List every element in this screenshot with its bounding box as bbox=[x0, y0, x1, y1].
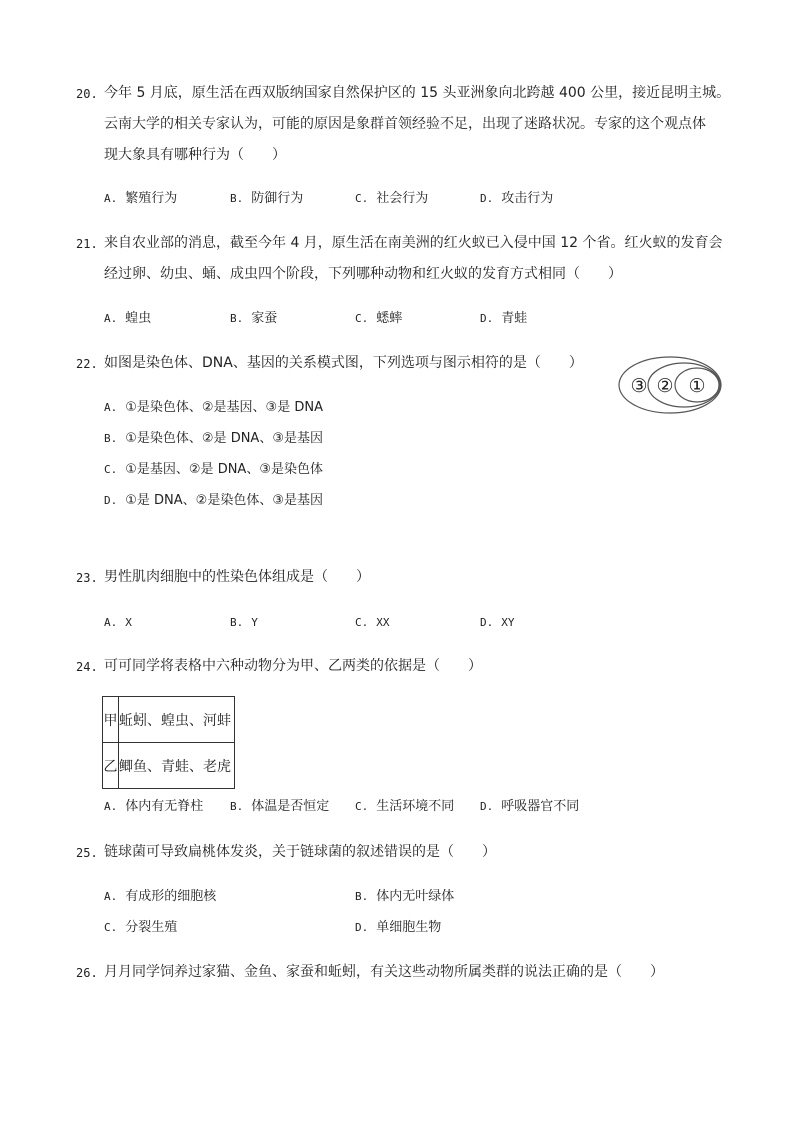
question-number: 24. bbox=[76, 660, 98, 674]
option-d: D. 单细胞生物 bbox=[355, 920, 442, 935]
question-text-line: 如图是染色体、DNA、基因的关系模式图，下列选项与图示相符的是（ ） bbox=[104, 355, 583, 371]
label-3: ③ bbox=[630, 375, 648, 397]
chromosome-dna-gene-diagram bbox=[618, 355, 723, 415]
option-b: B. Y bbox=[230, 616, 258, 629]
option-d: D. 攻击行为 bbox=[480, 191, 554, 206]
option-b: B. 体温是否恒定 bbox=[230, 799, 330, 814]
question-number: 20. bbox=[76, 87, 98, 101]
option-c: C. XX bbox=[355, 616, 390, 629]
option-a: A. 体内有无脊柱 bbox=[104, 799, 204, 814]
animal-classification-table bbox=[102, 696, 235, 789]
option-c: C. 社会行为 bbox=[355, 191, 429, 206]
option-a: A. 繁殖行为 bbox=[104, 191, 178, 206]
option-b: B. 防御行为 bbox=[230, 191, 304, 206]
question-text-line: 今年 5 月底，原生活在西双版纳国家自然保护区的 15 头亚洲象向北跨越 400 公里，接近昆明主城。 bbox=[104, 85, 731, 101]
option-c: C. 蟋蟀 bbox=[355, 311, 403, 326]
question-text-line: 链球菌可导致扁桃体发炎，关于链球菌的叙述错误的是（ ） bbox=[104, 844, 496, 860]
option-d: D. XY bbox=[480, 616, 515, 629]
animals-cell: 蚯蚓、蝗虫、河蚌 bbox=[119, 697, 235, 743]
option-c: C. ①是基因、②是 DNA、③是染色体 bbox=[104, 462, 323, 477]
question-number: 26. bbox=[76, 966, 98, 980]
option-a: A. X bbox=[104, 616, 132, 629]
label-2: ② bbox=[656, 375, 674, 397]
question-text-line: 云南大学的相关专家认为，可能的原因是象群首领经验不足，出现了迷路状况。专家的这个观点体 bbox=[104, 116, 706, 132]
table-row bbox=[103, 743, 235, 789]
option-c: C. 生活环境不同 bbox=[355, 799, 455, 814]
question-number: 25. bbox=[76, 846, 98, 860]
option-b: B. 家蚕 bbox=[230, 311, 278, 326]
question-text-line: 可可同学将表格中六种动物分为甲、乙两类的依据是（ ） bbox=[104, 658, 482, 674]
question-text-line: 男性肌肉细胞中的性染色体组成是（ ） bbox=[104, 569, 370, 585]
option-a: A. ①是染色体、②是基因、③是 DNA bbox=[104, 400, 323, 415]
option-b: B. ①是染色体、②是 DNA、③是基因 bbox=[104, 431, 323, 446]
option-d: D. 青蛙 bbox=[480, 311, 528, 326]
question-text-line: 现大象具有哪种行为（ ） bbox=[104, 147, 286, 163]
option-d: D. 呼吸器官不同 bbox=[480, 799, 580, 814]
question-text-line: 月月同学饲养过家猫、金鱼、家蚕和蚯蚓，有关这些动物所属类群的说法正确的是（ ） bbox=[104, 964, 664, 980]
option-b: B. 体内无叶绿体 bbox=[355, 889, 455, 904]
question-number: 23. bbox=[76, 571, 98, 585]
question-number: 21. bbox=[76, 237, 98, 251]
question-number: 22. bbox=[76, 357, 98, 371]
table-row bbox=[103, 697, 235, 743]
animals-cell: 鲫鱼、青蛙、老虎 bbox=[119, 743, 235, 789]
group-cell: 乙 bbox=[103, 743, 119, 789]
option-c: C. 分裂生殖 bbox=[104, 920, 178, 935]
option-a: A. 有成形的细胞核 bbox=[104, 889, 217, 904]
question-text-line: 经过卵、幼虫、蛹、成虫四个阶段，下列哪种动物和红火蚁的发育方式相同（ ） bbox=[104, 266, 622, 282]
label-1: ① bbox=[688, 375, 706, 397]
question-text-line: 来自农业部的消息，截至今年 4 月，原生活在南美洲的红火蚁已入侵中国 12 个省。红火蚁的发育会 bbox=[104, 235, 723, 251]
option-a: A. 蝗虫 bbox=[104, 311, 152, 326]
option-d: D. ①是 DNA、②是染色体、③是基因 bbox=[104, 493, 323, 508]
group-cell: 甲 bbox=[103, 697, 119, 743]
